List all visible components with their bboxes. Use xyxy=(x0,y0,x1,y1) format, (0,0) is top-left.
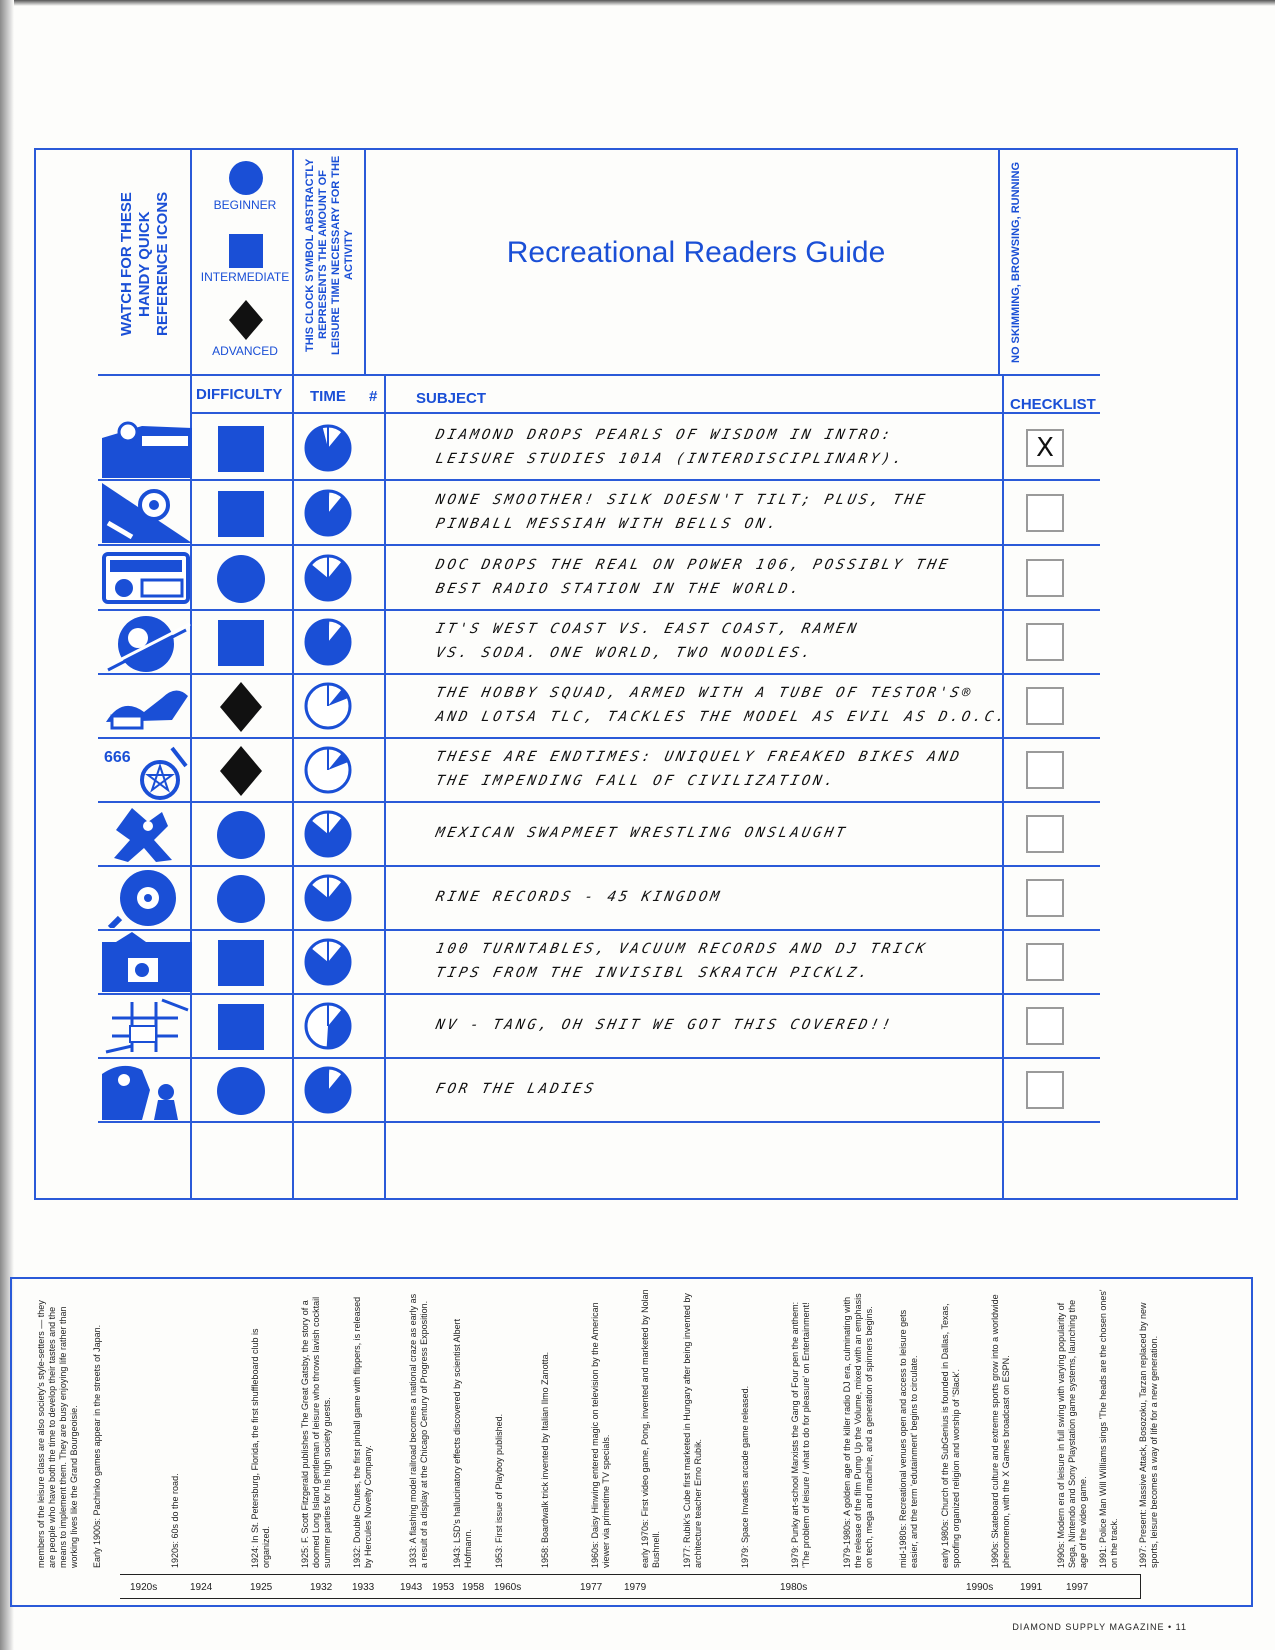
beginner-circle-icon xyxy=(216,808,266,860)
subject-line-2: PINBALL MESSIAH WITH BELLS ON. xyxy=(434,516,781,532)
chess-piece-icon xyxy=(102,418,192,478)
radio-icon xyxy=(102,548,192,608)
checklist-checkbox[interactable] xyxy=(1026,751,1064,789)
legend-side-label: WATCH FOR THESE HANDY QUICK REFERENCE ICONS xyxy=(118,191,171,337)
timeline-year: 1979 xyxy=(624,1582,647,1593)
header-divider xyxy=(98,374,1100,376)
timeline-year: 1991 xyxy=(1020,1582,1043,1593)
timeline-year: 1977 xyxy=(580,1582,603,1593)
checklist-checkbox[interactable]: X xyxy=(1026,429,1064,467)
timeline-entry: 1960s: Daisy Hinwing entered magic on television by the American viewer via primetime TV specials. xyxy=(590,1302,611,1568)
subject-line-1: RINE RECORDS - 45 KINGDOM xyxy=(434,889,724,905)
timeline-entry: 1924: In St. Petersburg, Florida, the first shuffleboard club is organized. xyxy=(250,1328,271,1568)
bicycle-pentagram-icon xyxy=(102,740,192,800)
timeline-entry: Early 1900s: Pachinko games appear in the streets of Japan. xyxy=(92,1324,102,1568)
intermediate-square-icon xyxy=(216,422,266,474)
timeline-entry: 1990s: Modern era of leisure in full swing with varying popularity of Sega, Nintendo and Sony Playstation game systems, launching the age of the video game. xyxy=(1056,1299,1088,1568)
legend-intermediate-label: INTERMEDIATE xyxy=(200,270,290,284)
col-number: # xyxy=(369,388,378,405)
subject-line-1: DOC DROPS THE REAL ON POWER 106, POSSIBLY THE xyxy=(434,557,952,573)
divider-title xyxy=(364,148,366,374)
turntable-icon xyxy=(102,932,192,992)
time-clock-icon xyxy=(304,746,352,794)
row-divider xyxy=(98,801,1100,803)
checklist-checkbox[interactable] xyxy=(1026,943,1064,981)
intermediate-square-icon xyxy=(216,616,266,668)
timeline-entry: 1925: F. Scott Fitzgerald publishes The Great Gatsby, the story of a doomed Long Island gentleman of leisure who throws lavish cocktail summer parties for his high society guests. xyxy=(300,1296,332,1568)
timeline-entry: members of the leisure class are also society's style-setters — they are people who have both the time to develop their tastes and the means to implement them. They are busy enjoying life rather than working lives like the Grand Bourgeoisie. xyxy=(36,1300,79,1568)
timeline-entry: 1979: Punky art-school Marxists the Gang of Four pen the anthem: 'The problem of leisure / what to do for pleasure' on Entertainment! xyxy=(790,1301,811,1568)
column-header-divider xyxy=(190,412,1100,414)
clock-note: THIS CLOCK SYMBOL ABSTRACTLY REPRESENTS THE AMOUNT OF LEISURE TIME NECESSARY FOR THE ACTIVITY xyxy=(304,155,355,355)
timeline-year: 1958 xyxy=(462,1582,485,1593)
checklist-checkbox[interactable] xyxy=(1026,559,1064,597)
time-clock-icon xyxy=(304,938,352,986)
timeline-entry: 1933: A flashing model railroad becomes a national craze as early as a result of a display at the Chicago Century of Progress Exposition. xyxy=(408,1293,429,1568)
checklist-checkbox[interactable] xyxy=(1026,687,1064,725)
checklist-checkbox[interactable] xyxy=(1026,494,1064,532)
subject-line-1: MEXICAN SWAPMEET WRESTLING ONSLAUGHT xyxy=(434,825,850,841)
right-note: NO SKIMMING, BROWSING, RUNNING xyxy=(1010,161,1022,363)
row-divider xyxy=(98,993,1100,995)
beginner-circle-icon xyxy=(216,872,266,924)
timeline-year: 1997 xyxy=(1066,1582,1089,1593)
timeline-year: 1943 xyxy=(400,1582,423,1593)
timeline-entry: early 1980s: Church of the SubGenius is founded in Dallas, Texas, spoofing organized religion and worship of 'Slack'. xyxy=(940,1303,961,1568)
row-divider xyxy=(98,865,1100,867)
subject-line-1: 100 TURNTABLES, VACUUM RECORDS AND DJ TRICK xyxy=(434,941,930,957)
timeline-year-bar-top xyxy=(120,1574,1140,1575)
time-clock-icon xyxy=(304,554,352,602)
beginner-circle-icon xyxy=(216,1064,266,1116)
subject-line-2: LEISURE STUDIES 101A (INTERDISCIPLINARY). xyxy=(434,451,907,467)
timeline-entry: 1932: Double Chutes, the first pinball game with flippers, is released by Hercules Novelty Company. xyxy=(352,1296,373,1568)
col-time: TIME xyxy=(310,388,346,405)
timeline-entry: 1990s: Skateboard culture and extreme sports grow into a worldwide phenomenon, with the X Games broadcast on ESPN. xyxy=(990,1294,1011,1568)
timeline-entry: 1991: Police Man Will Williams sings 'The heads are the chosen ones' on the track. xyxy=(1098,1289,1119,1568)
checklist-checkbox[interactable] xyxy=(1026,1071,1064,1109)
divider-checklist xyxy=(1002,376,1004,1200)
timeline-year: 1980s xyxy=(780,1582,808,1593)
timeline-year: 1932 xyxy=(310,1582,333,1593)
time-clock-icon xyxy=(304,618,352,666)
subject-line-1: NV - TANG, OH SHIT WE GOT THIS COVERED!! xyxy=(434,1017,895,1033)
row-divider xyxy=(98,737,1100,739)
row-divider xyxy=(98,929,1100,931)
checklist-checkbox[interactable] xyxy=(1026,623,1064,661)
row-divider xyxy=(98,479,1100,481)
page-top-shadow xyxy=(0,0,1275,6)
time-clock-icon xyxy=(304,874,352,922)
timeline-entry: 1979-1980s: A golden age of the killer radio DJ era, culminating with the release of the film Pump Up the Volume, mixed with an emphasis on tech, mega and machine, and a generation of spinners begins. xyxy=(842,1293,874,1568)
timeline-year: 1924 xyxy=(190,1582,213,1593)
time-clock-icon xyxy=(304,682,352,730)
model-glue-icon xyxy=(102,676,192,736)
time-clock-icon xyxy=(304,1002,352,1050)
wrestler-icon xyxy=(102,804,192,864)
noodle-bowl-icon xyxy=(102,612,192,672)
row-divider xyxy=(98,1057,1100,1059)
subject-line-1: THE HOBBY SQUAD, ARMED WITH A TUBE OF TESTOR'S® xyxy=(434,685,975,701)
col-difficulty: DIFFICULTY xyxy=(196,386,283,403)
timeline-entry: 1958: Boardwalk trick invented by Italian Ilmo Zanotta. xyxy=(540,1351,550,1568)
row-divider xyxy=(98,609,1100,611)
timeline-year: 1953 xyxy=(432,1582,455,1593)
intermediate-square-icon xyxy=(216,936,266,988)
timeline-year: 1920s xyxy=(130,1582,158,1593)
subject-line-1: THESE ARE ENDTIMES: UNIQUELY FREAKED BIKES AND xyxy=(434,749,964,765)
checklist-checkbox[interactable] xyxy=(1026,879,1064,917)
row-divider xyxy=(98,1121,1100,1123)
subject-line-2: AND LOTSA TLC, TACKLES THE MODEL AS EVIL AS D.O.C. xyxy=(434,709,1010,725)
row-divider xyxy=(98,544,1100,546)
col-checklist: CHECKLIST xyxy=(1010,396,1096,413)
subject-line-2: TIPS FROM THE INVISIBL SKRATCH PICKLZ. xyxy=(434,965,872,981)
checklist-checkbox[interactable] xyxy=(1026,1007,1064,1045)
intermediate-square-icon xyxy=(216,1000,266,1052)
timeline-year-bar-end xyxy=(1140,1574,1141,1599)
vinyl-record-icon xyxy=(102,868,192,928)
intermediate-square-icon xyxy=(229,234,263,268)
subject-line-2: VS. SODA. ONE WORLD, TWO NOODLES. xyxy=(434,645,815,661)
timeline-year: 1933 xyxy=(352,1582,375,1593)
col-subject: SUBJECT xyxy=(416,390,487,407)
subject-line-1: DIAMOND DROPS PEARLS OF WISDOM IN INTRO: xyxy=(434,427,895,443)
timeline-year: 1990s xyxy=(966,1582,994,1593)
timeline-year-bar-bottom xyxy=(120,1598,1140,1599)
time-clock-icon xyxy=(304,424,352,472)
tic-tac-toe-icon xyxy=(102,996,192,1056)
page-footer: DIAMOND SUPPLY MAGAZINE • 11 xyxy=(1012,1622,1187,1632)
timeline-entry: early 1970s: First video game, Pong, invented and marketed by Nolan Bushnell. xyxy=(640,1289,661,1568)
svg-text:666: 666 xyxy=(104,749,131,766)
beginner-circle-icon xyxy=(216,552,266,604)
timeline-entry: 1997: Present: Massive Attack, Bosozoku, Tarzan replaced by new sports, leisure becomes a way of life for a new generation. xyxy=(1138,1302,1159,1568)
timeline-year: 1925 xyxy=(250,1582,273,1593)
timeline-entry: 1977: Rubik's Cube first marketed in Hungary after being invented by architecture teacher Erno Rubik. xyxy=(682,1293,703,1568)
time-clock-icon xyxy=(304,1066,352,1114)
timeline-year: 1960s xyxy=(494,1582,522,1593)
timeline-entry: 1979: Space Invaders arcade game released. xyxy=(740,1385,750,1568)
advanced-diamond-icon xyxy=(229,300,263,340)
row-divider xyxy=(98,673,1100,675)
time-clock-icon xyxy=(304,810,352,858)
divider-number xyxy=(384,376,386,1200)
beginner-circle-icon xyxy=(228,160,264,196)
subject-line-2: BEST RADIO STATION IN THE WORLD. xyxy=(434,581,804,597)
timeline-entry: 1920s: 60s do the road. xyxy=(170,1473,180,1568)
advanced-diamond-icon xyxy=(216,680,266,732)
subject-line-2: THE IMPENDING FALL OF CIVILIZATION. xyxy=(434,773,838,789)
intermediate-square-icon xyxy=(216,487,266,539)
legend-advanced-label: ADVANCED xyxy=(212,344,278,358)
rollercoaster-icon xyxy=(102,483,192,543)
subject-line-1: IT'S WEST COAST VS. EAST COAST, RAMEN xyxy=(434,621,861,637)
advanced-diamond-icon xyxy=(216,744,266,796)
subject-line-1: FOR THE LADIES xyxy=(434,1081,598,1097)
subject-line-1: NONE SMOOTHER! SILK DOESN'T TILT; PLUS, THE xyxy=(434,492,930,508)
time-clock-icon xyxy=(304,489,352,537)
legend-beginner-label: BEGINNER xyxy=(213,198,277,212)
timeline-entry: mid-1980s: Recreational venues open and access to leisure gets easier, and the term 'edutainment' begins to circulate. xyxy=(898,1309,919,1568)
checklist-checkbox[interactable] xyxy=(1026,815,1064,853)
timeline-entry: 1953: First issue of Playboy published. xyxy=(494,1413,504,1568)
timeline-entry: 1943: LSD's hallucinatory effects discovered by scientist Albert Hofmann. xyxy=(452,1318,473,1568)
guide-title: Recreational Readers Guide xyxy=(506,236,886,269)
mother-child-icon xyxy=(102,1060,192,1120)
